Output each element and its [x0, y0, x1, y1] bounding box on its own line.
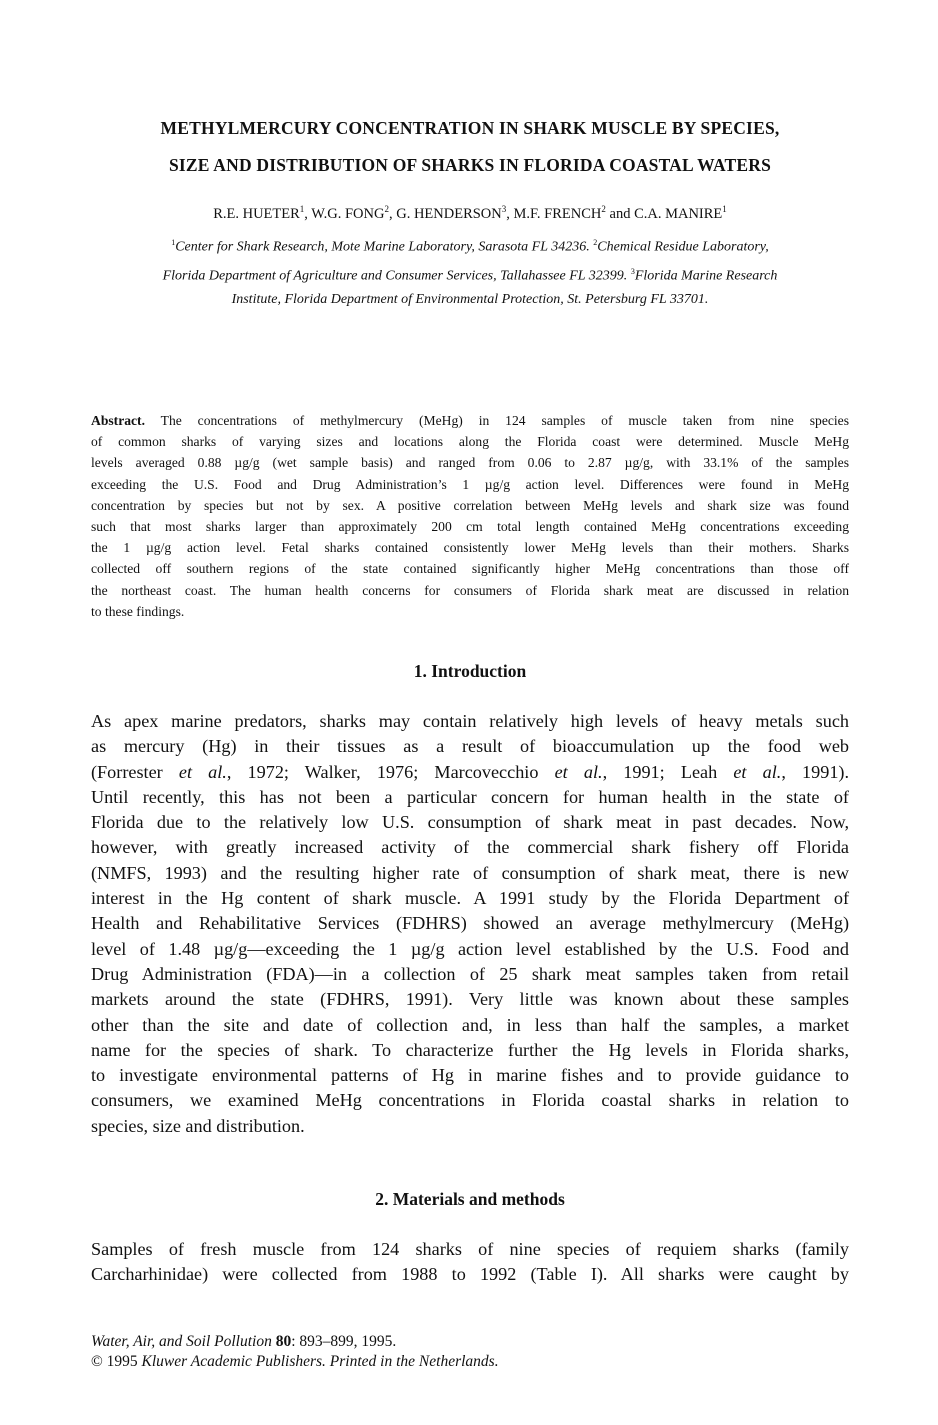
text-line — [91, 861, 849, 886]
text-line — [91, 937, 849, 962]
text-segment: Carcharhinidae) were collected from 1988 to 1992 (Table I). All sharks were caught by — [91, 1264, 849, 1285]
abstract-text: concentration by species but not by sex. A positive correlation between MeHg levels and shark size was found — [91, 497, 849, 513]
abstract-text: exceeding the U.S. Food and Drug Administration’s 1 µg/g action level. Differences were found in MeHg — [91, 476, 849, 492]
affiliations — [91, 231, 849, 312]
abstract-line — [91, 452, 849, 473]
text-segment: markets around the state (FDHRS, 1991). Very little was known about these samples — [91, 989, 849, 1010]
text-segment: (NMFS, 1993) and the resulting higher rate of consumption of shark meat, there is new — [91, 862, 849, 883]
italic-text: et al. — [733, 761, 782, 782]
text-line — [91, 231, 849, 260]
abstract-line — [91, 580, 849, 601]
text-segment: Health and Rehabilitative Services (FDHRS) showed an average methylmercury (MeHg) — [91, 913, 849, 934]
text-line — [91, 709, 849, 734]
text-segment: Institute, Florida Department of Environmental Protection, St. Petersburg FL 33701. — [231, 292, 709, 308]
abstract-line — [91, 474, 849, 495]
text-segment: Florida Department of Agriculture and Consumer Services, Tallahassee FL 32399. — [162, 268, 631, 284]
text-line — [91, 1038, 849, 1063]
abstract-text: the northeast coast. The human health concerns for consumers of Florida shark meat are discussed in relation — [91, 582, 849, 598]
text-segment: Chemical Residue Laboratory, — [597, 239, 769, 255]
journal-volume: 80 — [275, 1333, 292, 1350]
text-line — [91, 260, 849, 289]
affiliation-mark: 2 — [593, 238, 598, 247]
text-line — [91, 886, 849, 911]
publisher: Kluwer Academic Publishers. Printed in the Netherlands. — [141, 1353, 499, 1370]
paper-title-line-1: METHYLMERCURY CONCENTRATION IN SHARK MUSCLE BY SPECIES, — [160, 118, 780, 138]
text-segment: name for the species of shark. To characterize further the Hg levels in Florida sharks, — [91, 1039, 849, 1060]
author-separator: , — [304, 205, 312, 222]
author-name: R.E. HUETER — [213, 205, 300, 222]
text-line — [91, 1063, 849, 1088]
text-line — [91, 1013, 849, 1038]
text-line — [91, 734, 849, 759]
text-line — [91, 835, 849, 860]
author-affiliation-mark: 2 — [384, 204, 389, 214]
text-segment: Samples of fresh muscle from 124 sharks of nine species of requiem sharks (family — [91, 1239, 849, 1259]
text-segment: consumers, we examined MeHg concentrations in Florida coastal sharks in relation to — [91, 1090, 849, 1111]
section-heading-introduction: 1. Introduction — [413, 661, 527, 681]
author-separator: , — [388, 205, 397, 222]
abstract-text: of common sharks of varying sizes and locations along the Florida coast were determined. Muscle MeHg — [91, 434, 849, 450]
text-line — [91, 760, 849, 785]
text-segment: Drug Administration (FDA)—in a collection of 25 shark meat samples taken from retail — [91, 963, 849, 984]
abstract-label: Abstract. — [91, 413, 145, 428]
text-line — [91, 911, 849, 936]
abstract-text: levels averaged 0.88 µg/g (wet sample basis) and ranged from 0.06 to 2.87 µg/g, with 33.1% of the samples — [91, 455, 849, 471]
abstract-line — [91, 601, 849, 622]
abstract-text: such that most sharks larger than approximately 200 cm total length contained MeHg concentrations exceeding — [91, 518, 849, 534]
author-affiliation-mark: 3 — [501, 204, 507, 214]
author-separator: , — [506, 205, 514, 222]
italic-text: et al. — [554, 761, 603, 782]
text-line — [91, 987, 849, 1012]
text-segment: other than the site and date of collection and, in less than half the samples, a market — [91, 1014, 849, 1035]
introduction-body — [91, 709, 849, 1139]
text-segment: interest in the Hg content of shark muscle. A 1991 study by the Florida Department of — [91, 888, 849, 909]
copyright: © 1995 — [91, 1353, 138, 1370]
author-affiliation-mark: 2 — [601, 204, 606, 214]
text-segment: to investigate environmental patterns of Hg in marine fishes and to provide guidance to — [91, 1065, 849, 1086]
text-segment: species, size and distribution. — [91, 1115, 305, 1136]
text-segment: Until recently, this has not been a particular concern for human health in the state of — [91, 786, 849, 807]
abstract-line — [91, 537, 849, 558]
text-line — [91, 810, 849, 835]
journal-footer — [91, 1332, 499, 1372]
abstract-line — [91, 495, 849, 516]
affiliation-mark: 1 — [171, 238, 176, 247]
text-segment: Florida Marine Research — [634, 268, 778, 284]
text-segment: , 1991; Leah — [602, 761, 734, 782]
text-segment: As apex marine predators, sharks may contain relatively high levels of heavy metals such — [91, 711, 849, 731]
section-heading-methods: 2. Materials and methods — [375, 1189, 565, 1209]
abstract — [91, 410, 849, 622]
abstract-text: the 1 µg/g action level. Fetal sharks contained consistently lower MeHg levels than their mothers. Sharks — [91, 540, 849, 556]
text-segment: , 1991). — [781, 761, 850, 782]
author-name: M.F. FRENCH — [513, 205, 602, 222]
text-line — [91, 962, 849, 987]
abstract-text: The concentrations of methylmercury (MeHg) in 124 samples of muscle taken from nine species — [160, 413, 849, 428]
text-segment: , 1972; Walker, 1976; Marcovecchio — [226, 761, 555, 782]
abstract-line — [91, 410, 849, 431]
text-segment: Florida due to the relatively low U.S. consumption of shark meat in past decades. Now, — [91, 812, 849, 833]
methods-body — [91, 1237, 849, 1288]
italic-text: et al. — [178, 761, 227, 782]
author-separator: and — [605, 205, 635, 222]
affiliation-mark: 3 — [630, 266, 635, 276]
abstract-text: to these findings. — [91, 603, 185, 619]
text-segment: level of 1.48 µg/g—exceeding the 1 µg/g action level established by the U.S. Food and — [91, 938, 849, 959]
author-name: C.A. MANIRE — [634, 205, 723, 222]
text-line — [91, 1114, 849, 1139]
text-segment: however, with greatly increased activity of the commercial shark fishery off Florida — [91, 837, 849, 858]
journal-name: Water, Air, and Soil Pollution — [91, 1333, 272, 1350]
abstract-line — [91, 558, 849, 579]
author-name: G. HENDERSON — [396, 205, 502, 222]
abstract-line — [91, 516, 849, 537]
text-segment: as mercury (Hg) in their tissues as a result of bioaccumulation up the food web — [91, 736, 849, 757]
author-affiliation-mark: 1 — [299, 204, 305, 214]
abstract-text: collected off southern regions of the state contained significantly higher MeHg concentrations than those off — [91, 561, 849, 577]
journal-pages: : 893–899, 1995. — [291, 1333, 397, 1350]
author-list — [91, 204, 849, 223]
text-line — [91, 1262, 849, 1287]
paper-title-line-2: SIZE AND DISTRIBUTION OF SHARKS IN FLORIDA COASTAL WATERS — [168, 155, 772, 175]
abstract-line — [91, 431, 849, 452]
text-segment: (Forrester — [91, 761, 179, 782]
author-affiliation-mark: 1 — [722, 204, 727, 214]
text-segment: Center for Shark Research, Mote Marine Laboratory, Sarasota FL 34236. — [175, 239, 594, 255]
author-name: W.G. FONG — [311, 205, 385, 222]
text-line — [91, 288, 849, 312]
text-line — [91, 785, 849, 810]
text-line — [91, 1088, 849, 1113]
text-line — [91, 1237, 849, 1262]
